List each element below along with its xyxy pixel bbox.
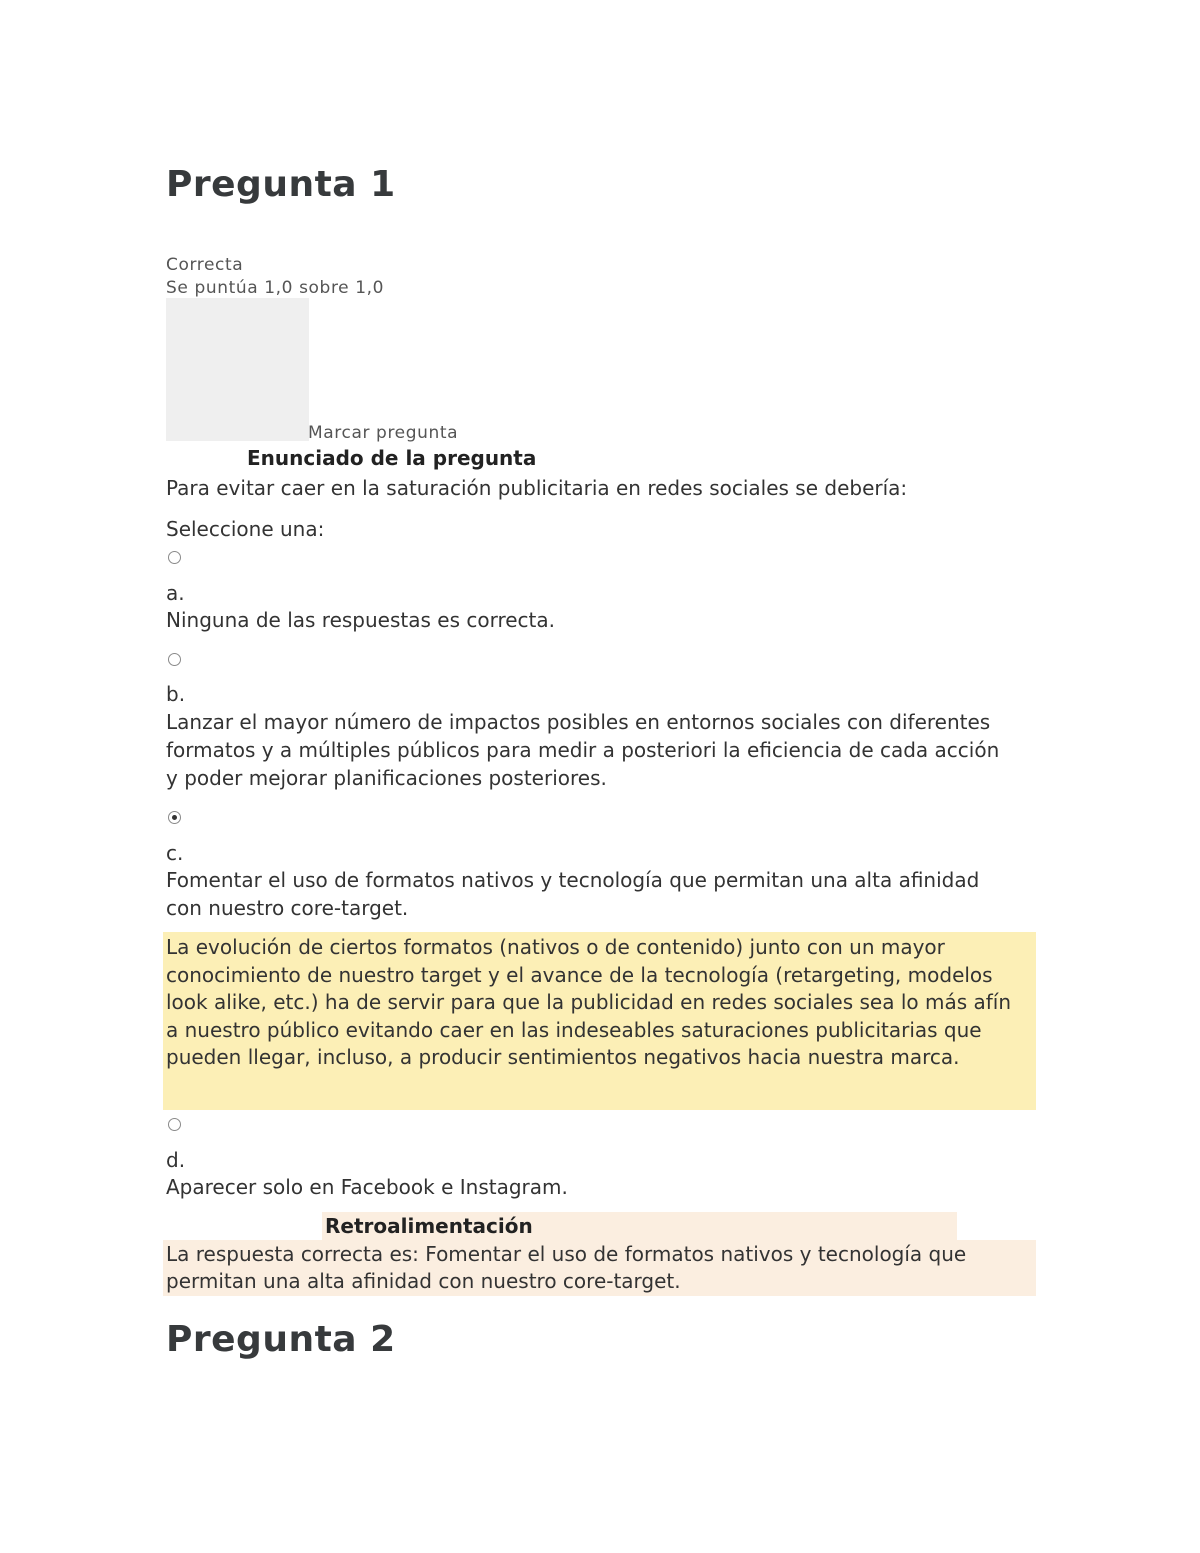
feedback-box [163,1240,1036,1296]
question-1-title: Pregunta 1 [166,164,396,205]
option-a-radio[interactable] [168,551,181,564]
option-b-text[interactable]: Lanzar el mayor número de impactos posibles en entornos sociales con diferentes formatos y a múltiples públicos para medir a posteriori la eficiencia de cada acción y poder mejorar planificaciones posteriores. [166,710,1000,790]
option-a-letter: a. [166,581,185,605]
question-2-title: Pregunta 2 [166,1319,396,1360]
option-explanation-box [163,932,1036,1110]
option-b-letter: b. [166,682,186,706]
question-1-grade: Se puntúa 1,0 sobre 1,0 [166,278,385,298]
select-one-prompt: Seleccione una: [166,517,325,541]
option-c-radio[interactable] [168,811,181,824]
flag-question-icon[interactable] [166,298,309,441]
option-a-text[interactable]: Ninguna de las respuestas es correcta. [166,608,556,632]
option-c-letter: c. [166,841,184,865]
option-c-text[interactable]: Fomentar el uso de formatos nativos y tecnología que permitan una alta afinidad con nuestro core-target. [166,868,980,920]
question-1-state: Correcta [166,255,244,275]
feedback-heading: Retroalimentación [325,1214,533,1238]
statement-heading: Enunciado de la pregunta [247,446,537,470]
option-d-radio[interactable] [168,1118,181,1131]
option-b-radio[interactable] [168,653,181,666]
question-statement: Para evitar caer en la saturación publicitaria en redes sociales se debería: [166,476,908,500]
flag-question-link[interactable]: Marcar pregunta [308,423,459,443]
feedback-text: La respuesta correcta es: Fomentar el uso de formatos nativos y tecnología que permitan una alta afinidad con nuestro core-target. [166,1242,967,1293]
option-explanation-text: La evolución de ciertos formatos (nativos o de contenido) junto con un mayor conocimiento de nuestro target y el avance de la tecnología (retargeting, modelos look alike, etc.) ha de servir para que la publicidad en redes sociales sea lo más afín a nuestro público evitando caer en las indeseables saturaciones publicitarias que pueden llegar, incluso, a producir sentimientos negativos hacia nuestra marca. [166,935,1012,1070]
option-d-letter: d. [166,1148,186,1172]
option-d-text[interactable]: Aparecer solo en Facebook e Instagram. [166,1175,568,1199]
